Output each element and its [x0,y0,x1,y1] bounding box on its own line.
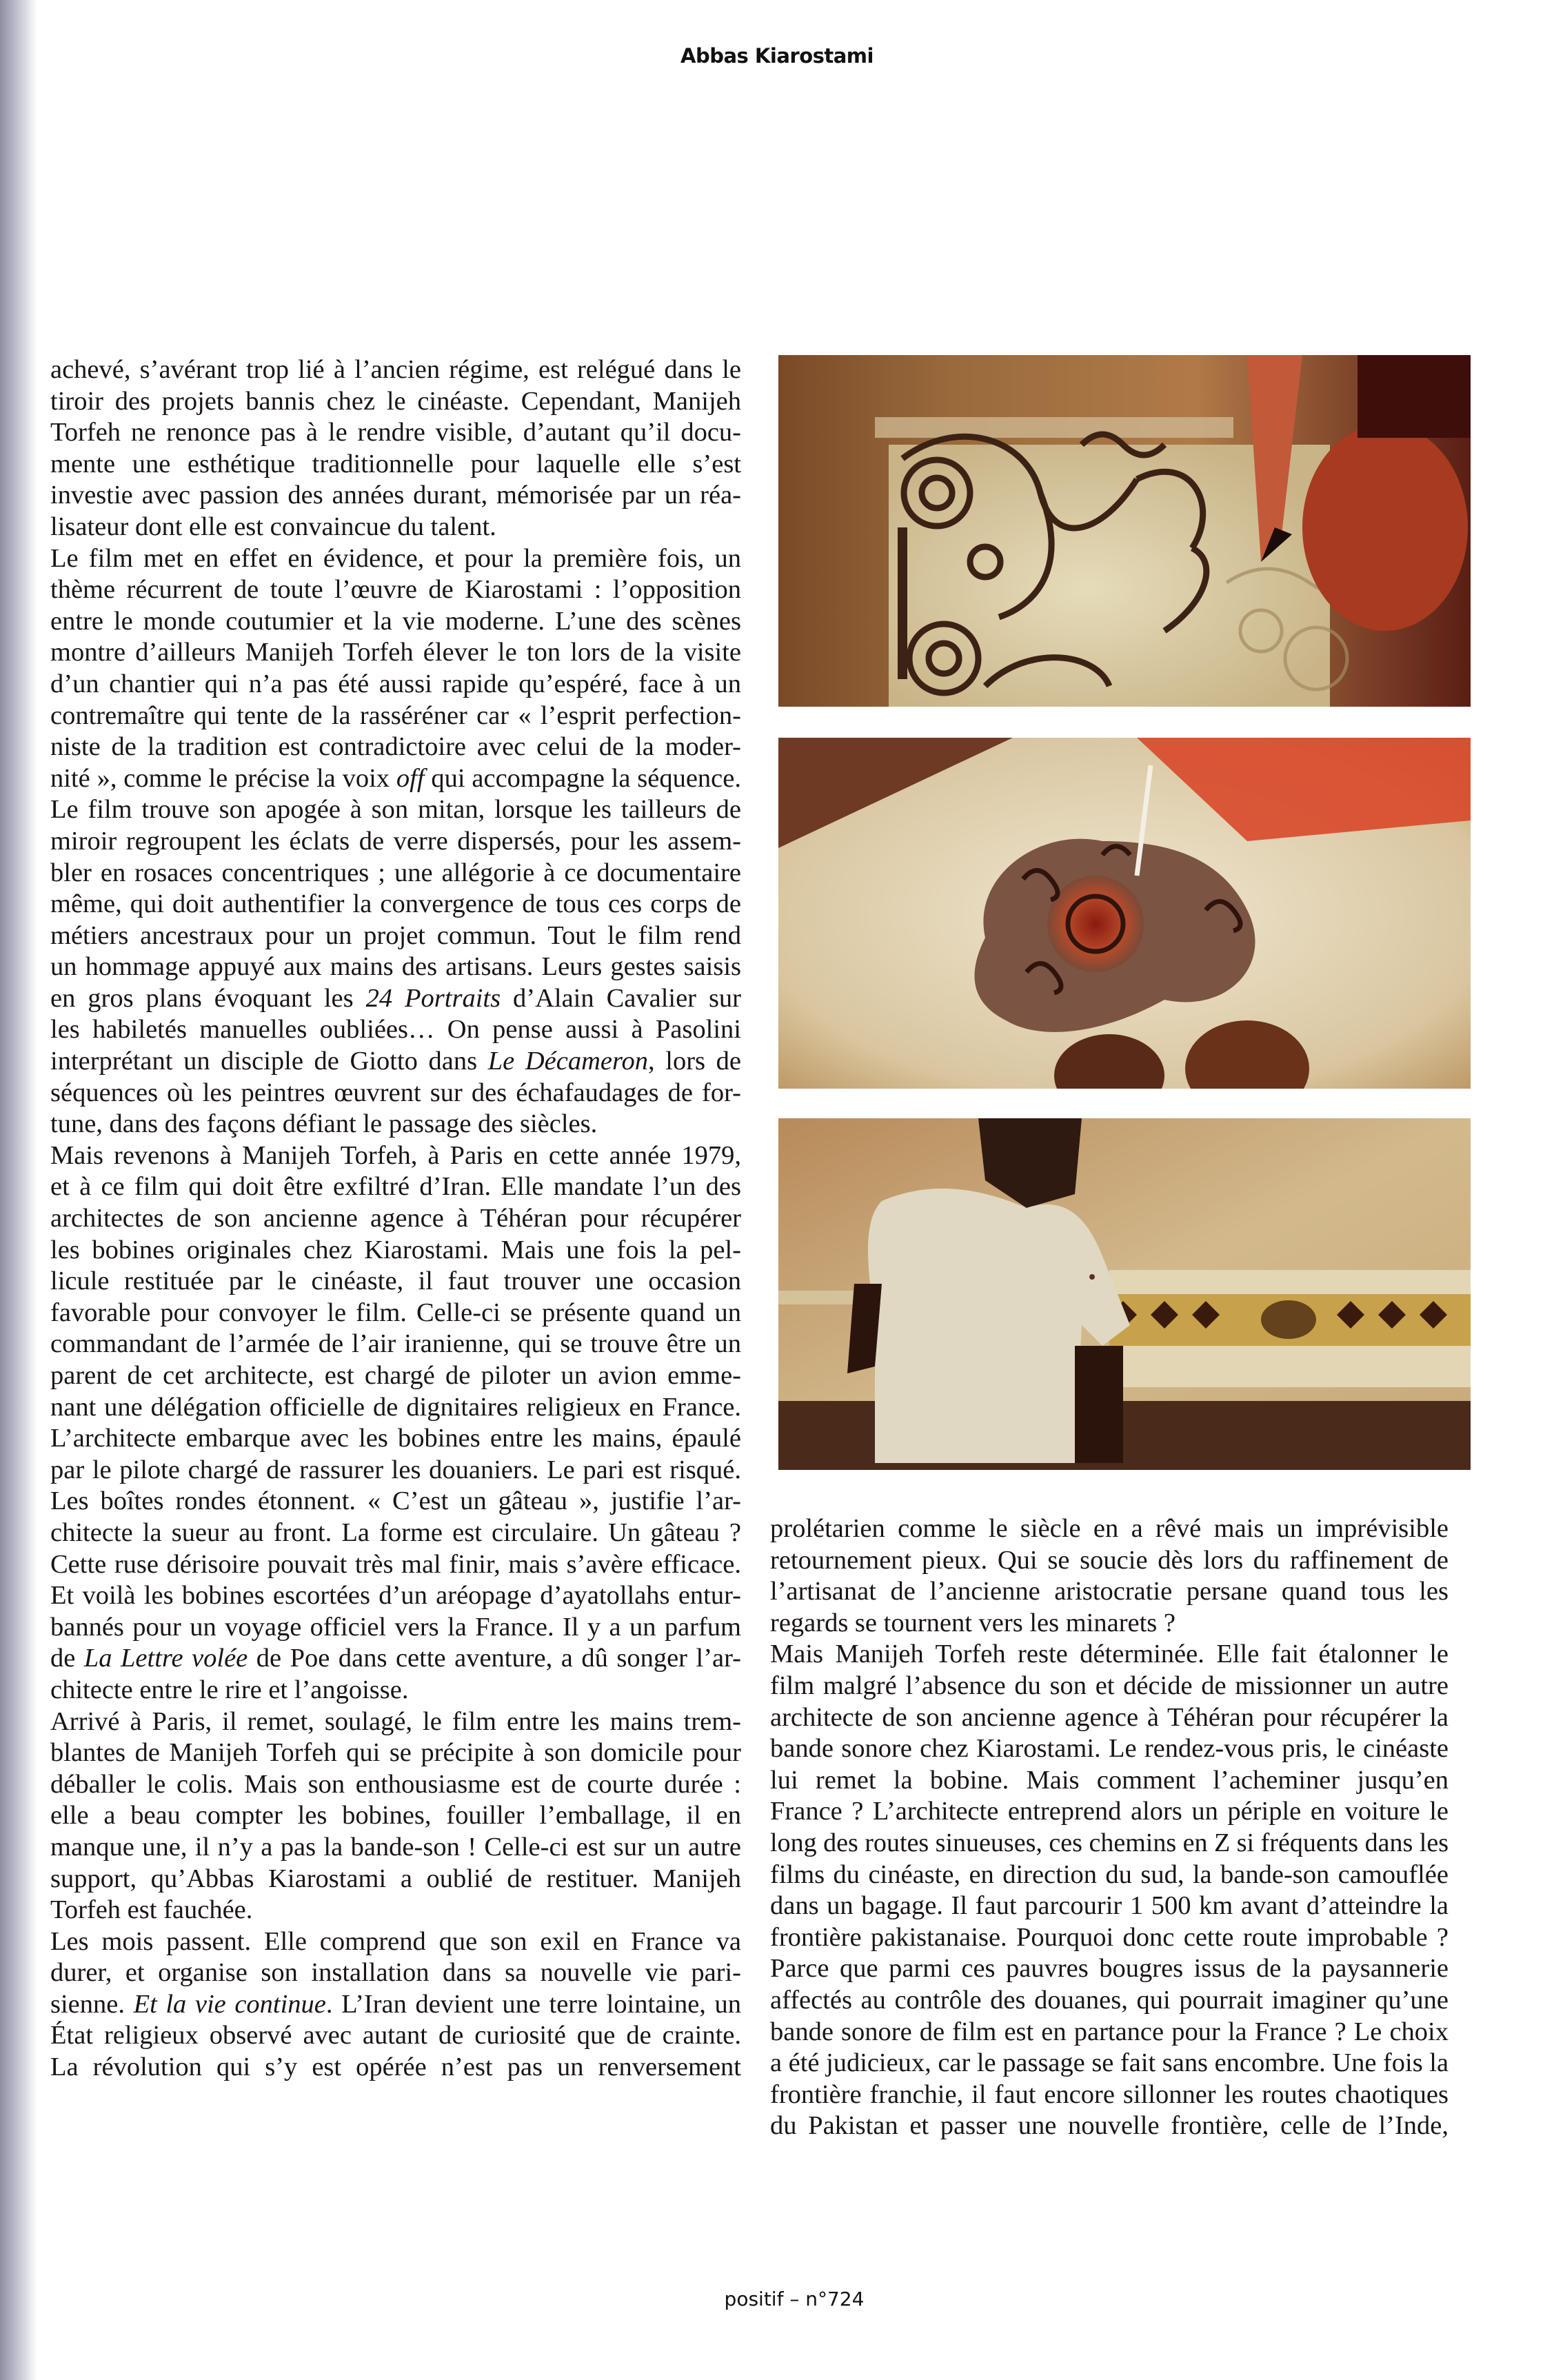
text-run: niste de la tradition est contradictoire avec celui de la moder- [50,732,741,762]
text-run: support, qu’Abbas Kiarostami a oublié de restituer. Manijeh [50,1864,741,1893]
text-run: architectes de son ancienne agence à Téhéran pour récupérer [50,1204,741,1233]
text-run: Cette ruse dérisoire pouvait très mal finir, mais s’avère efficace. [50,1549,741,1579]
text-run: interprétant un disciple de Giotto dans [50,1047,488,1076]
text-line [770,1922,1449,1954]
text-line [50,1612,741,1644]
text-run: achevé, s’avérant trop lié à l’ancien régime, est relégué dans le [50,355,741,384]
text-line [50,1014,741,1046]
text-line [50,1675,741,1706]
text-run: Le film met en effet en évidence, et pour la première fois, un [50,543,741,573]
text-line [50,1329,741,1360]
text-run: Les boîtes rondes étonnent. « C’est un gâteau », justifie l’ar- [50,1486,741,1516]
text-line [50,858,741,889]
film-still-1-drawing [778,355,1471,707]
text-line [50,543,741,575]
text-run: parent de cet architecte, est chargé de piloter un avion emme- [50,1361,741,1390]
text-line [50,1235,741,1267]
text-line [770,1733,1449,1765]
text-run: Les mois passent. Elle comprend que son exil en France va [50,1926,741,1956]
text-line [50,1109,741,1140]
text-line [50,1769,741,1801]
text-run: les habiletés manuelles oubliées… On pense aussi à Pasolini [50,1015,741,1045]
film-still-craftsman-frieze [778,1118,1471,1470]
text-line [50,794,741,826]
text-run: bler en rosaces concentriques ; une allégorie à ce documentaire [50,858,741,887]
text-line [50,512,741,543]
text-run: lui remet la bobine. Mais comment l’acheminer jusqu’en [770,1765,1449,1795]
text-line [50,1171,741,1203]
text-line [50,2020,741,2052]
text-line [50,1392,741,1424]
text-line [50,354,741,386]
text-run: contremaître qui tente de la rasséréner car « l’esprit perfection- [50,700,741,730]
text-run: nant une délégation officielle de dignitaires religieux en France. [50,1392,741,1422]
text-run: frontière franchie, il faut encore sillonner les routes chaotiques [770,2079,1449,2109]
text-line [50,1580,741,1612]
film-still-2-drawing [778,738,1471,1089]
text-line [50,983,741,1015]
text-run: Mais revenons à Manijeh Torfeh, à Paris en cette année 1979, [50,1140,741,1170]
text-run: mente une esthétique traditionnelle pour laquelle elle s’est [50,449,741,478]
text-run: films du cinéaste, en direction du sud, la bande-son camouflée [770,1859,1449,1889]
text-line [50,637,741,669]
text-run: de [50,1644,84,1673]
text-run: L’architecte embarque avec les bobines entre les mains, épaulé [50,1424,741,1453]
text-run: d’Alain Cavalier sur [501,983,741,1013]
text-line [50,669,741,700]
text-run: favorable pour convoyer le film. Celle-ci se présente quand un [50,1298,741,1327]
text-line [50,1266,741,1298]
text-run: Le film trouve son apogée à son mitan, lorsque les tailleurs de [50,795,741,825]
text-run: prolétarien comme le siècle en a rêvé mais un imprévisible [770,1514,1449,1543]
text-line [50,889,741,920]
italic-title: La Lettre volée [83,1644,248,1673]
text-line [770,1639,1449,1671]
text-run: Arrivé à Paris, il remet, soulagé, le film entre les mains trem- [50,1706,741,1736]
italic-title: Et la vie continue [133,1989,326,2019]
text-run: chitecte la sueur au front. La forme est circulaire. Un gâteau ? [50,1517,741,1547]
text-line [50,700,741,732]
text-line [770,2017,1449,2048]
text-line [50,920,741,952]
text-line [50,1549,741,1581]
text-line [770,1890,1449,1922]
running-title: Abbas Kiarostami [680,44,874,68]
text-line [770,1702,1449,1734]
text-line [50,480,741,512]
film-still-mirror-rosette [778,738,1471,1089]
text-line [50,1895,741,1926]
text-line [50,1926,741,1958]
text-run: l’artisanat de l’ancienne aristocratie persane quand tous les [770,1577,1449,1606]
text-line [50,1078,741,1109]
text-line [770,1796,1449,1828]
text-line [50,763,741,795]
text-line [770,2048,1449,2079]
text-run: par le pilote chargé de rassurer les douaniers. Le pari est risqué. [50,1455,741,1484]
text-run: frontière pakistanaise. Pourquoi donc cette route improbable ? [770,1922,1449,1952]
text-run: tune, dans des façons défiant le passage des siècles. [50,1109,598,1139]
text-run: elle a beau compter les bobines, fouiller l’emballage, il en [50,1801,741,1831]
italic-title: Le Décameron [487,1047,649,1076]
text-run: retournement pieux. Qui se soucie dès lors du raffinement de [770,1545,1449,1575]
text-run: Parce que parmi ces pauvres bougres issus de la paysannerie [770,1954,1449,1984]
text-run: métiers ancestraux pour un projet commun. Tout le film rend [50,920,741,950]
text-line [50,1643,741,1675]
text-line [770,1859,1449,1891]
text-run: bande sonore chez Kiarostami. Le rendez-vous pris, le cinéaste [770,1734,1449,1764]
text-run: bande sonore de film est en partance pour la France ? Le choix [770,2017,1449,2046]
text-run: entre le monde coutumier et la vie moderne. L’une des scènes [50,606,741,636]
text-run: a été judicieux, car le passage se fait sans encombre. Une fois la [770,2048,1449,2078]
text-line [770,1953,1449,1985]
text-run: bannés pour un voyage officiel vers la France. Il y a un parfum [50,1612,741,1642]
text-line [50,606,741,638]
text-run: même, qui doit authentifier la convergence de tous ces corps de [50,889,741,919]
text-line [50,826,741,858]
text-run: long des routes sinueuses, ces chemins en Z si fréquents dans les [770,1828,1449,1857]
text-line [50,1864,741,1895]
text-run: chitecte entre le rire et l’angoisse. [50,1675,409,1704]
text-run: Et voilà les bobines escortées d’un aréopage d’ayatollahs entur- [50,1581,741,1611]
text-run: architecte de son ancienne agence à Téhéran pour récupérer la [770,1702,1449,1732]
article-column-left [50,354,741,2084]
text-run: les bobines originales chez Kiarostami. Mais une fois la pel- [50,1235,741,1264]
text-line [770,1828,1449,1859]
text-run: commandant de l’armée de l’air iranienne, qui se trouve être un [50,1329,741,1359]
text-run: et à ce film qui doit être exfiltré d’Iran. Elle mandate l’un des [50,1172,741,1202]
text-run: Mais Manijeh Torfeh reste déterminée. Elle fait étalonner le [770,1640,1449,1669]
italic-title: 24 Portraits [365,983,501,1013]
text-run: d’un chantier qui n’a pas été aussi rapide qu’espéré, face à un [50,669,741,698]
text-run: séquences où les peintres œuvrent sur des échafaudages de for- [50,1078,741,1107]
text-run: un hommage appuyé aux mains des artisans. Leurs gestes saisis [50,952,741,982]
text-run: miroir regroupent les éclats de verre dispersés, pour les assem- [50,826,741,856]
text-line [770,1608,1449,1640]
page-gutter-shadow [0,0,37,2380]
text-line [770,1576,1449,1608]
text-run: , lors de [648,1047,741,1076]
text-run: manque une, il n’y a pas la bande-son ! Celle-ci est sur un autre [50,1832,741,1862]
text-line [50,1706,741,1738]
article-column-right [770,1513,1449,2142]
text-line [770,1985,1449,2017]
text-run: affectés au contrôle des douanes, qui pourrait imaginer qu’une [770,1985,1449,2015]
text-run: du Pakistan et passer une nouvelle frontière, celle de l’Inde, [770,2111,1449,2141]
text-line [50,1957,741,1989]
text-run: France ? L’architecte entreprend alors un périple en voiture le [770,1797,1449,1826]
film-still-carving-ornament [778,355,1471,707]
text-line [770,1513,1449,1545]
text-line [50,1832,741,1864]
text-run: . L’Iran devient une terre lointaine, un [325,1989,741,2019]
text-line [50,574,741,606]
text-run: Torfeh est fauchée. [50,1895,253,1925]
text-run: sienne. [50,1989,134,2019]
text-line [50,1800,741,1832]
text-line [50,1203,741,1235]
text-line [50,951,741,983]
text-line [50,1423,741,1455]
text-line [50,1737,741,1769]
text-run: tiroir des projets bannis chez le cinéaste. Cependant, Manijeh [50,386,741,416]
text-line [50,1486,741,1517]
text-line [770,1671,1449,1702]
text-line [50,1298,741,1329]
film-still-3-drawing [778,1118,1471,1470]
text-run: blantes de Manijeh Torfeh qui se précipite à son domicile pour [50,1738,741,1768]
text-run: dans un bagage. Il faut parcourir 1 500 km avant d’atteindre la [770,1891,1449,1921]
text-line [50,1989,741,2021]
text-line [770,1545,1449,1577]
text-run: lisateur dont elle est convaincue du talent. [50,512,496,541]
text-run: La révolution qui s’y est opérée n’est pas un renversement [50,2053,741,2082]
text-line [50,1455,741,1486]
text-line [50,1140,741,1172]
text-run: nité », comme le précise la voix [50,763,396,793]
text-line [50,2052,741,2084]
text-run: regards se tournent vers les minarets ? [770,1608,1175,1637]
text-run: montre d’ailleurs Manijeh Torfeh élever le ton lors de la visite [50,638,741,667]
text-line [50,1046,741,1078]
text-run: investie avec passion des années durant, mémorisée par un réa- [50,481,741,510]
text-run: en gros plans évoquant les [50,983,366,1013]
text-run: déballer le colis. Mais son enthousiasme est de courte durée : [50,1769,741,1799]
text-run: film malgré l’absence du son et décide de missionner un autre [770,1671,1449,1700]
text-line [770,1765,1449,1797]
text-run: État religieux observé avec autant de curiosité que de crainte. [50,2021,741,2050]
text-line [50,386,741,418]
text-run: qui accompagne la séquence. [424,763,741,793]
text-line [50,449,741,481]
text-line [770,2079,1449,2111]
text-line [50,732,741,763]
page-footer-folio: positif – n°724 [724,2288,865,2310]
text-run: durer, et organise son installation dans sa nouvelle vie pari- [50,1958,741,1988]
italic-title: off [396,763,425,793]
text-run: Torfeh ne renonce pas à le rendre visible, d’autant qu’il docu- [50,418,741,447]
text-line [50,1517,741,1549]
text-run: licule restituée par le cinéaste, il faut trouver une occasion [50,1267,741,1296]
text-line [50,417,741,449]
text-run: thème récurrent de toute l’œuvre de Kiarostami : l’opposition [50,575,741,605]
text-line [770,2110,1449,2142]
text-run: de Poe dans cette aventure, a dû songer l’ar- [248,1644,741,1673]
text-line [50,1360,741,1392]
